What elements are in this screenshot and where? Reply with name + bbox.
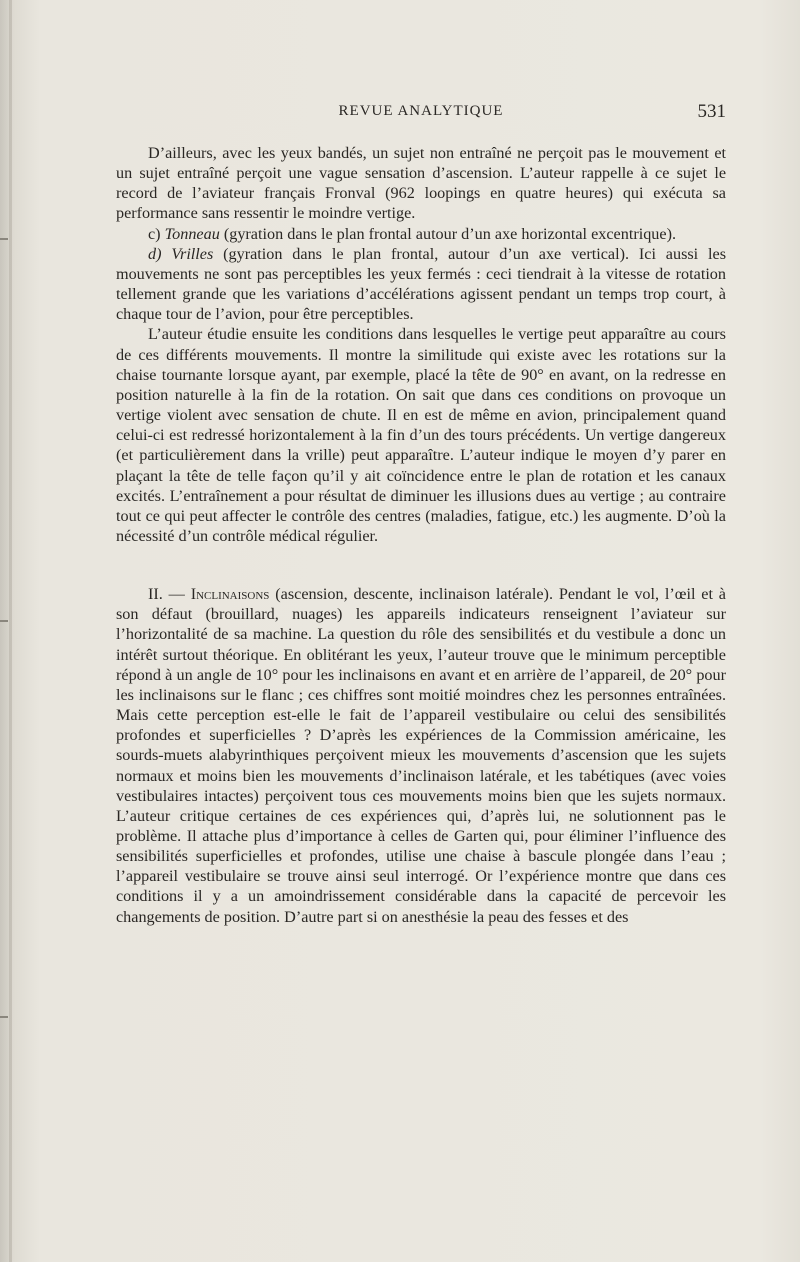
page-header [116,101,726,123]
page-body [116,143,726,927]
section-title: Inclinaisons [190,585,270,604]
item-title: Vrilles [171,244,214,263]
paragraph-text: L’auteur étudie ensuite les conditions dans lesquelles le vertige peut apparaître au cours de ces différents mouvements. Il montre la similitude qui existe avec les rotations sur la chaise tournante lorsque ayant, par exemple, placé la tête de 90° en avant, on la redresse en position naturelle à la fin de la rotation. On sait que dans ces conditions on provoque un vertige violent avec sensation de chute. Il en est de même en avion, principalement quand celui-ci est redressé horizontalement à la fin d’un des tours précédents. Un vertige dangereux (et particulièrement dans la vrille) peut apparaître. L’auteur indique le moyen d’y parer en plaçant la tête de telle façon qu’il y ait coïncidence entre le plan de rotation et les canaux excités. L’entraînement a pour résultat de diminuer les illusions dues au vertige ; au contraire tout ce qui peut affecter le contrôle des centres (maladies, fatigue, etc.) les augmente. D’où la nécessité d’un contrôle médical régulier. [116,325,726,545]
paragraph-text: D’ailleurs, avec les yeux bandés, un sujet non entraîné ne perçoit pas le mouvement et un sujet entraîné perçoit une vague sensation d’ascension. L’auteur rappelle à ce sujet le record de l’aviateur français Fronval (962 loopings en quatre heures) qui exécuta sa performance sans ressentir le moindre vertige. [116,144,726,223]
running-head: REVUE ANALYTIQUE [338,103,504,119]
margin-mark [0,238,8,240]
paragraph-5-inclinaisons [116,584,726,927]
margin-mark [0,1016,8,1018]
paragraph-1 [116,143,726,224]
paragraph-4 [116,324,726,546]
margin-mark [0,620,8,622]
page-number: 531 [697,101,726,122]
section-label: II. — [148,585,191,604]
paragraph-text: (gyration dans le plan frontal autour d’un axe horizontal excentrique). [219,224,677,243]
paragraph-2-tonneau [116,224,726,244]
item-title: Tonneau [164,224,220,243]
paragraph-text: (ascension, descente, inclinaison latérale). Pendant le vol, l’œil et à son défaut (brouillard, nuages) les appareils indicateurs renseignent l’aviateur sur l’horizontalité de sa machine. La question du rôle des sensibilités et du vestibule a donc un intérêt surtout théorique. En oblitérant les yeux, l’auteur trouve que le minimum perceptible répond à un angle de 10° pour les inclinaisons en avant et en arrière de l’appareil, de 20° pour les inclinaisons sur le flanc ; ces chiffres sont moitié moindres chez les personnes entraînées. Mais cette perception est-elle le fait de l’appareil vestibulaire ou celui des sensibilités profondes et superficielles ? D’après les expériences de la Commission américaine, les sourds-muets alabyrinthiques perçoivent mieux les mouvements d’ascension que les sujets normaux et moins bien les mouvements d’inclinaison latérale, et les tabétiques (avec voies vestibulaires intactes) perçoivent tous ces mouvements moins bien que les sujets normaux. L’auteur critique certaines de ces expériences qui, d’après lui, ne solutionnent pas le problème. Il attache plus d’importance à celles de Garten qui, pour éliminer l’influence des sensibilités superficielles et profondes, utilise une chaise à bascule plongée dans l’eau ; l’appareil vestibulaire se trouve ainsi seul interrogé. Or l’expérience montre que dans ces conditions il y a un amoindrissement considérable dans la capacité de percevoir les changements de position. D’autre part si on anesthésie la peau des fesses et des [116,585,726,926]
binding-gutter [9,0,12,1262]
paragraph-3-vrilles [116,244,726,325]
item-label: d) [148,244,162,263]
item-label: c) [148,224,161,243]
paragraph-text: (gyration dans le plan frontal, autour d’un axe vertical). Ici aussi les mouvements ne sont pas perceptibles les yeux fermés : ceci tiendrait à la vitesse de rotation tellement grande que les variations d’accélérations agissent pendant un temps trop court, à chaque tour de l’avion, pour être perceptibles. [116,244,726,324]
